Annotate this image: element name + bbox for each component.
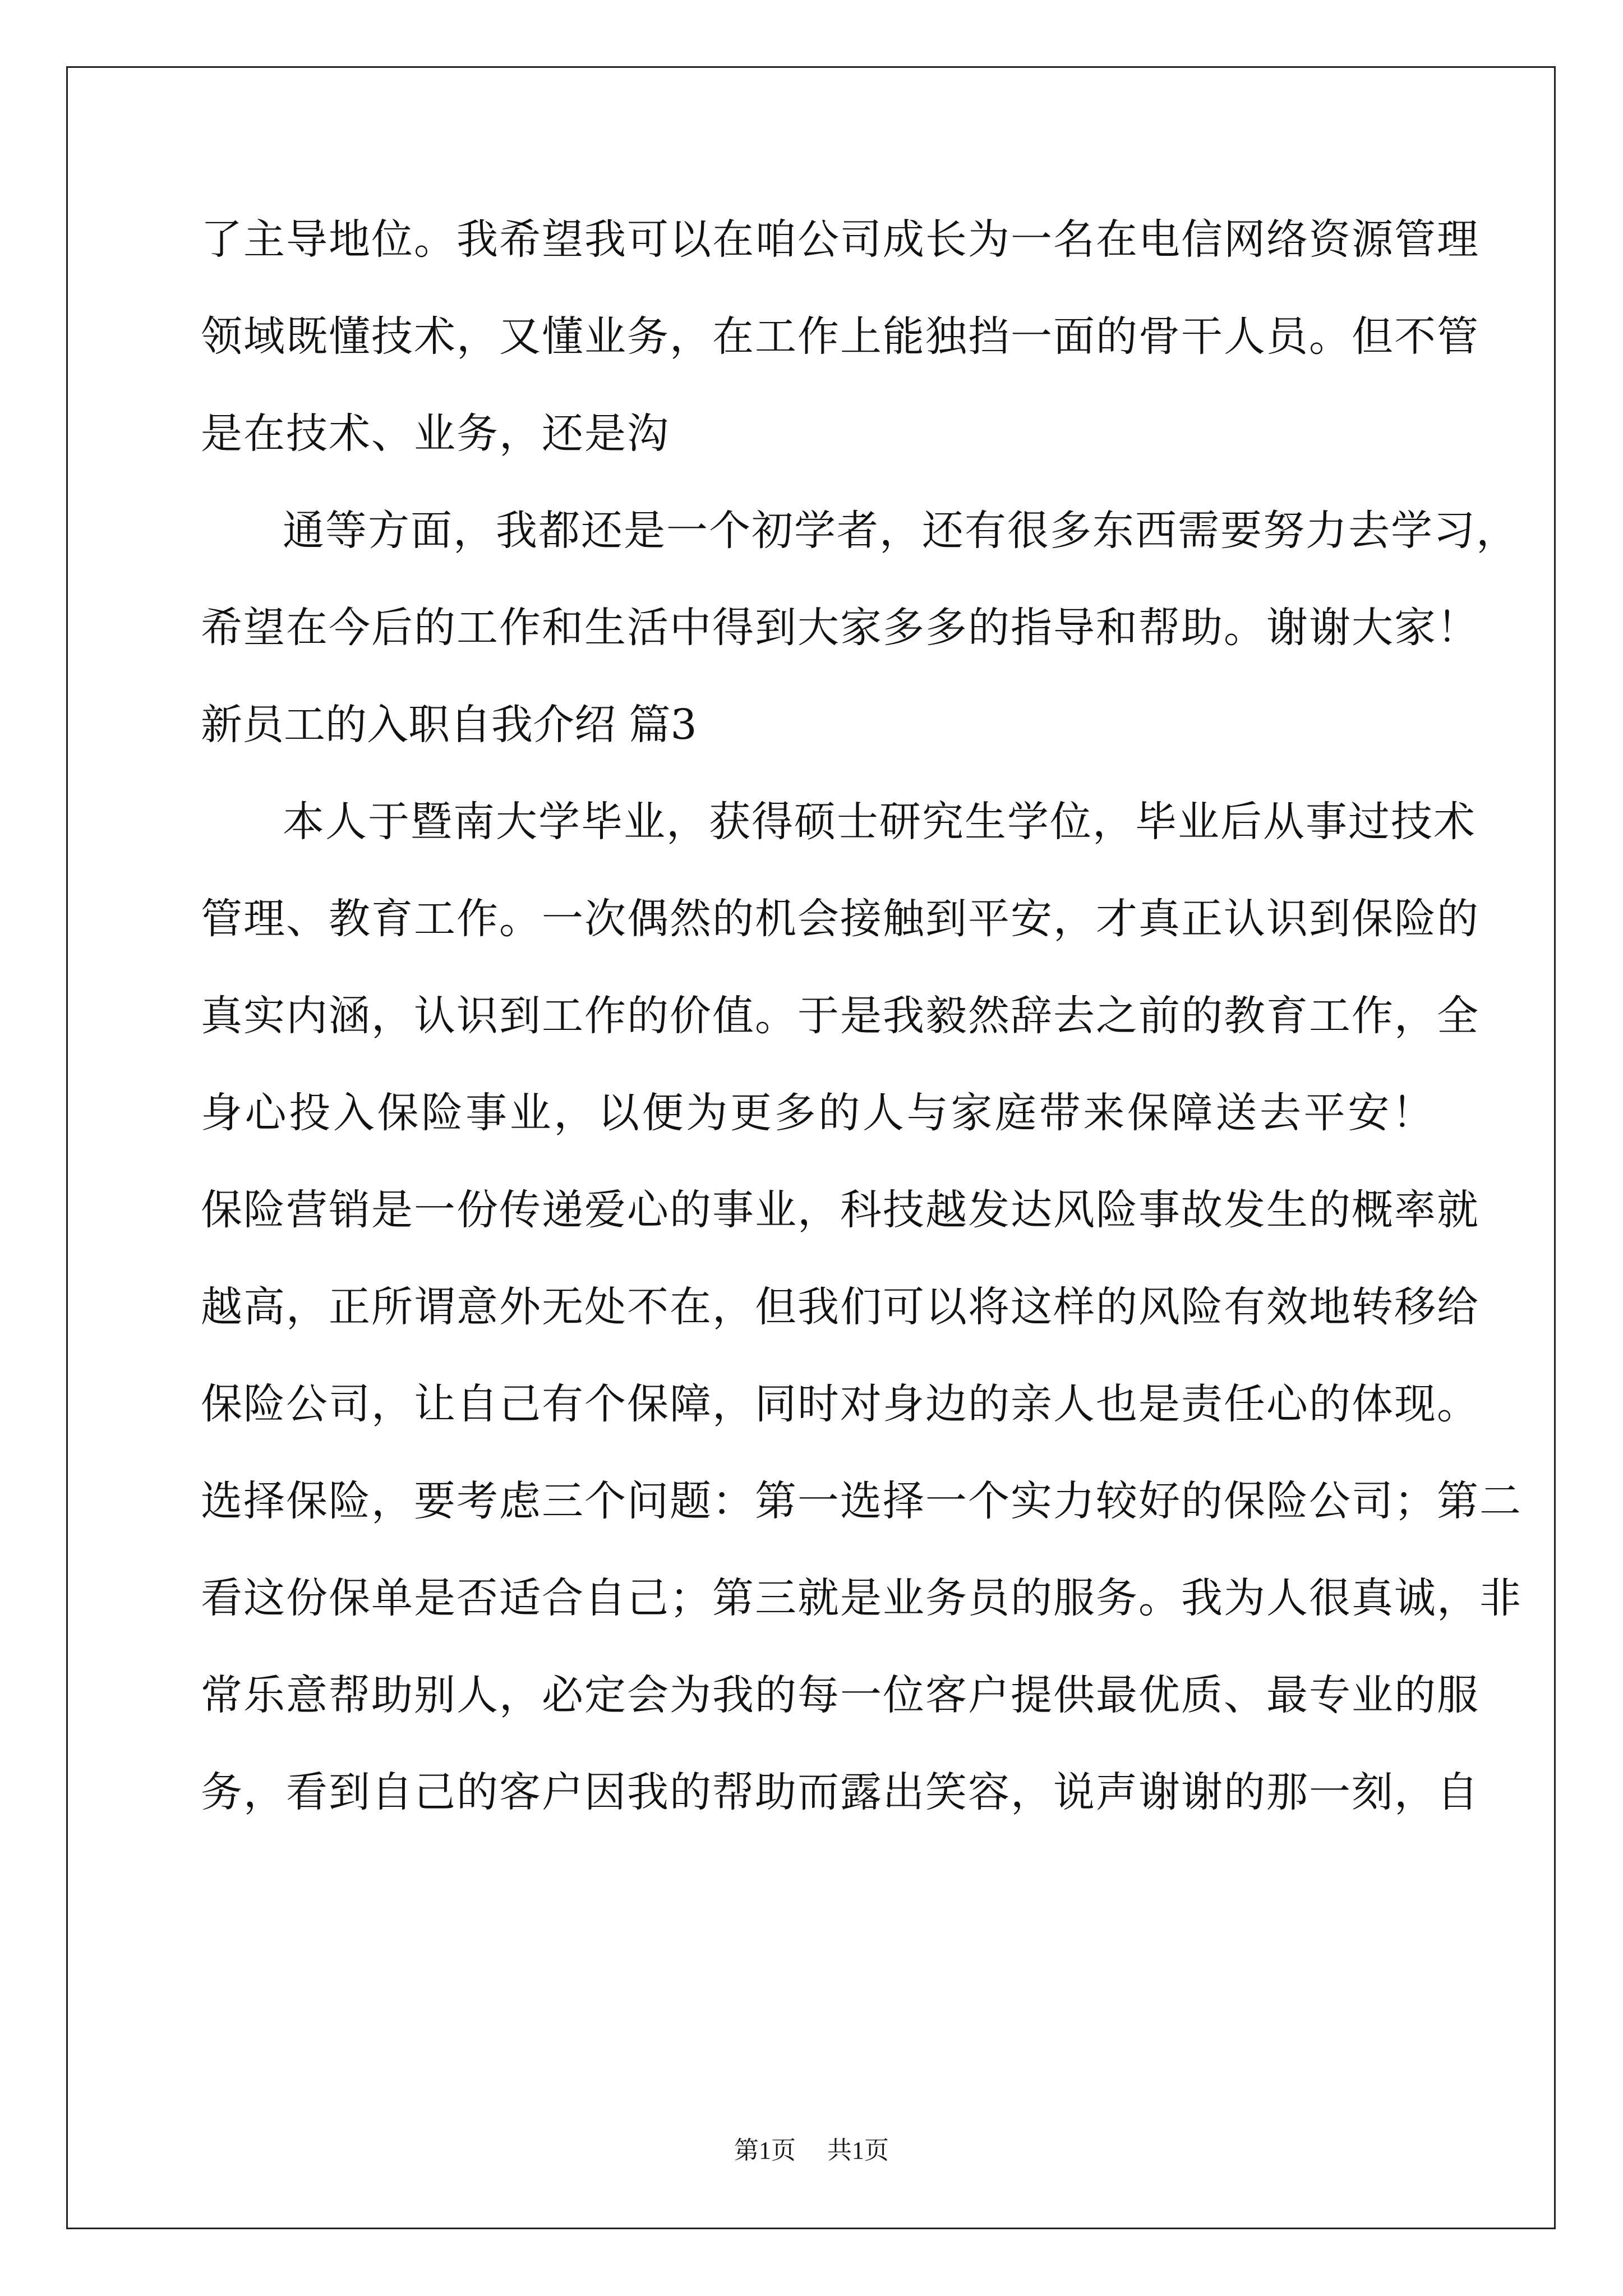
text-line: 是在技术、业务，还是沟 (201, 409, 670, 458)
text-line: 通等方面，我都还是一个初学者，还有很多东西需要努力去学习， (283, 507, 1519, 555)
text-line: 务，看到自己的客户因我的帮助而露出笑容，说声谢谢的那一刻，自 (201, 1768, 1479, 1816)
text-line: 保险营销是一份传递爱心的事业，科技越发达风险事故发生的概率就 (201, 1186, 1479, 1234)
page-footer (0, 2138, 1623, 2163)
text-line: 管理、教育工作。一次偶然的机会接触到平安，才真正认识到保险的 (201, 895, 1479, 943)
text-line: 领域既懂技术，又懂业务，在工作上能独挡一面的骨干人员。但不管 (201, 312, 1479, 361)
text-line: 保险公司，让自己有个保障，同时对身边的亲人也是责任心的体现。 (201, 1380, 1479, 1428)
text-line: 看这份保单是否适合自己；第三就是业务员的服务。我为人很真诚，非 (201, 1574, 1522, 1622)
text-line: 常乐意帮助别人，必定会为我的每一位客户提供最优质、最专业的服 (201, 1671, 1479, 1719)
text-line: 希望在今后的工作和生活中得到大家多多的指导和帮助。谢谢大家！ (201, 604, 1479, 652)
text-line: 身心投入保险事业，以便为更多的人与家庭带来保障送去平安！ (201, 1089, 1435, 1137)
page-number: 第1页 (734, 2137, 796, 2164)
text-line: 本人于暨南大学毕业，获得硕士研究生学位，毕业后从事过技术 (283, 798, 1476, 846)
document-body (201, 215, 1522, 1869)
section-heading: 新员工的入职自我介绍 篇3 (201, 701, 697, 749)
page-total: 共1页 (827, 2137, 889, 2164)
text-line: 了主导地位。我希望我可以在咱公司成长为一名在电信网络资源管理 (201, 215, 1479, 264)
text-line: 越高，正所谓意外无处不在，但我们可以将这样的风险有效地转移给 (201, 1283, 1479, 1331)
text-line: 真实内涵，认识到工作的价值。于是我毅然辞去之前的教育工作，全 (201, 992, 1479, 1040)
text-line: 选择保险，要考虑三个问题：第一选择一个实力较好的保险公司；第二 (201, 1477, 1522, 1525)
